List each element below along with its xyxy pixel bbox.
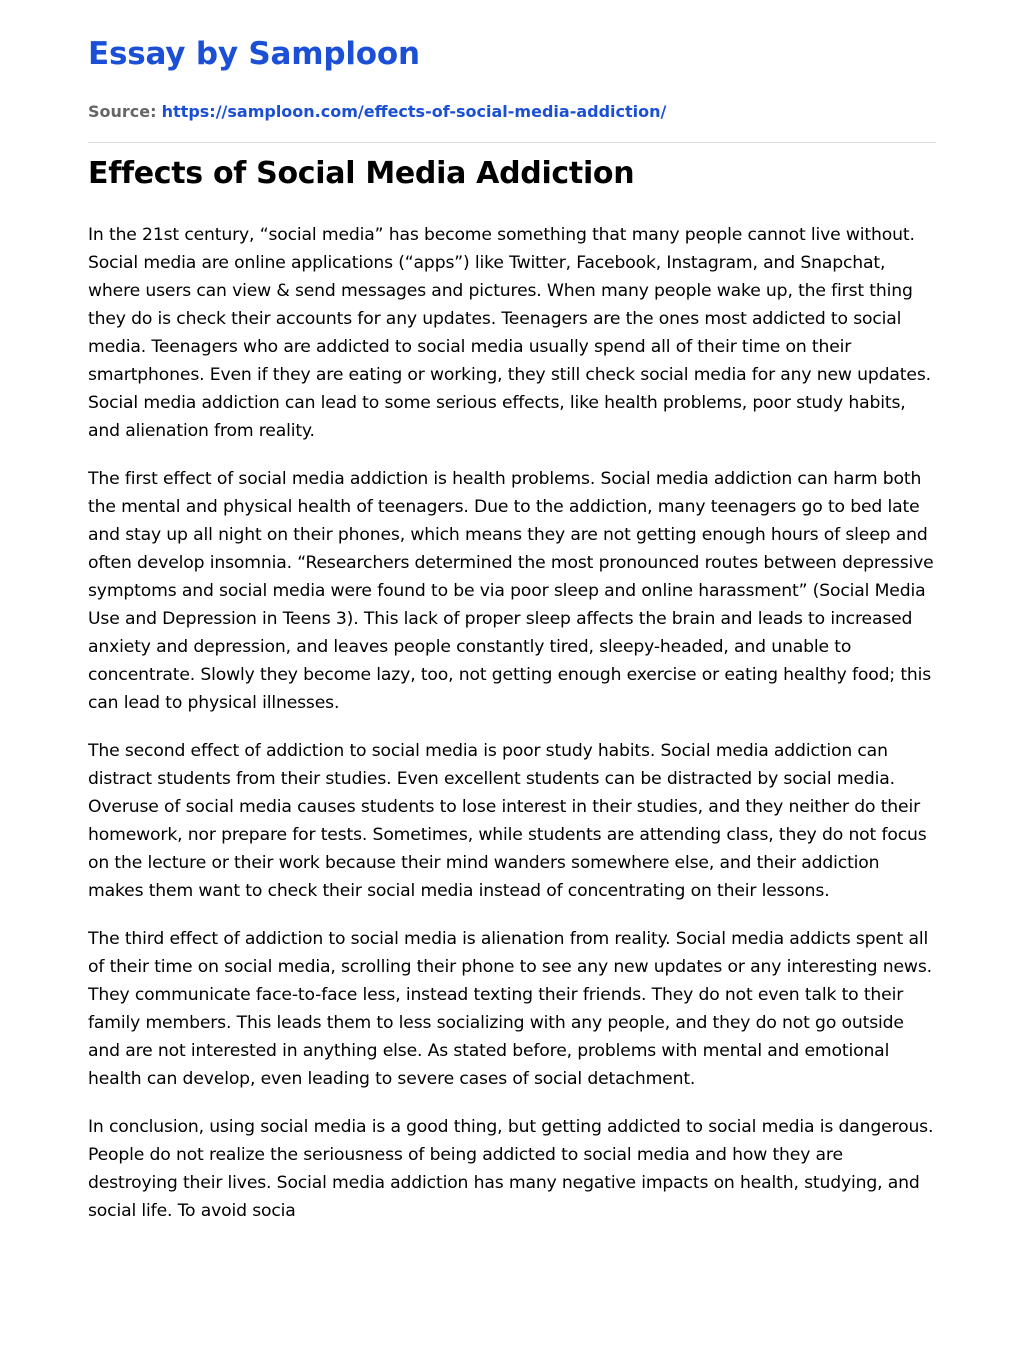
source-link[interactable]: https://samploon.com/effects-of-social-media-addiction/ (161, 102, 667, 121)
document-page (88, 0, 936, 1357)
essay-paragraph: The second effect of addiction to social media is poor study habits. Social media addiction can distract students from their studies. Even excellent students can be distracted by social media. Overuse of social media causes students to lose interest in their studies, and they neither do their homework, nor prepare for tests. Sometimes, while students are attending class, they do not focus on the lecture or their work because their mind wanders somewhere else, and their addiction makes them want to check their social media instead of concentrating on their lessons. (88, 741, 927, 901)
essay-paragraph: The first effect of social media addiction is health problems. Social media addiction can harm both the mental and physical health of teenagers. Due to the addiction, many teenagers go to bed late and stay up all night on their phones, which means they are not getting enough hours of sleep and often develop insomnia. “Researchers determined the most pronounced routes between depressive symptoms and social media were found to be via poor sleep and online harassment” (Social Media Use and Depression in Teens 3). This lack of proper sleep affects the brain and leads to increased anxiety and depression, and leaves people constantly tired, sleepy-headed, and unable to concentrate. Slowly they become lazy, too, not getting enough exercise or eating healthy food; this can lead to physical illnesses. (88, 469, 934, 713)
essay-paragraph: In conclusion, using social media is a good thing, but getting addicted to social media is dangerous. People do not realize the seriousness of being addicted to social media and how they are destroying their lives. Social media addiction has many negative impacts on health, studying, and social life. To avoid socia (88, 1117, 934, 1221)
header-divider (88, 142, 936, 143)
essay-paragraph: The third effect of addiction to social media is alienation from reality. Social media addicts spent all of their time on social media, scrolling their phone to see any new updates or any interesting news. They communicate face-to-face less, instead texting their friends. They do not even talk to their family members. This leads them to less socializing with any people, and they do not go outside and are not interested in anything else. As stated before, problems with mental and emotional health can develop, even leading to severe cases of social detachment. (88, 929, 932, 1089)
source-line (88, 102, 666, 121)
source-label: Source: (88, 102, 157, 121)
essay-paragraph: In the 21st century, “social media” has become something that many people cannot live without. Social media are online applications (“apps”) like Twitter, Facebook, Instagram, and Snapchat, where users can view & send messages and pictures. When many people wake up, the first thing they do is check their accounts for any updates. Teenagers are the ones most addicted to social media. Teenagers who are addicted to social media usually spend all of their time on their smartphones. Even if they are eating or working, they still check social media for any new updates. Social media addiction can lead to some serious effects, like health problems, poor study habits, and alienation from reality. (88, 225, 931, 441)
essay-body (88, 221, 936, 1245)
site-brand: Essay by Samploon (88, 36, 420, 72)
essay-title: Effects of Social Media Addiction (88, 156, 635, 191)
